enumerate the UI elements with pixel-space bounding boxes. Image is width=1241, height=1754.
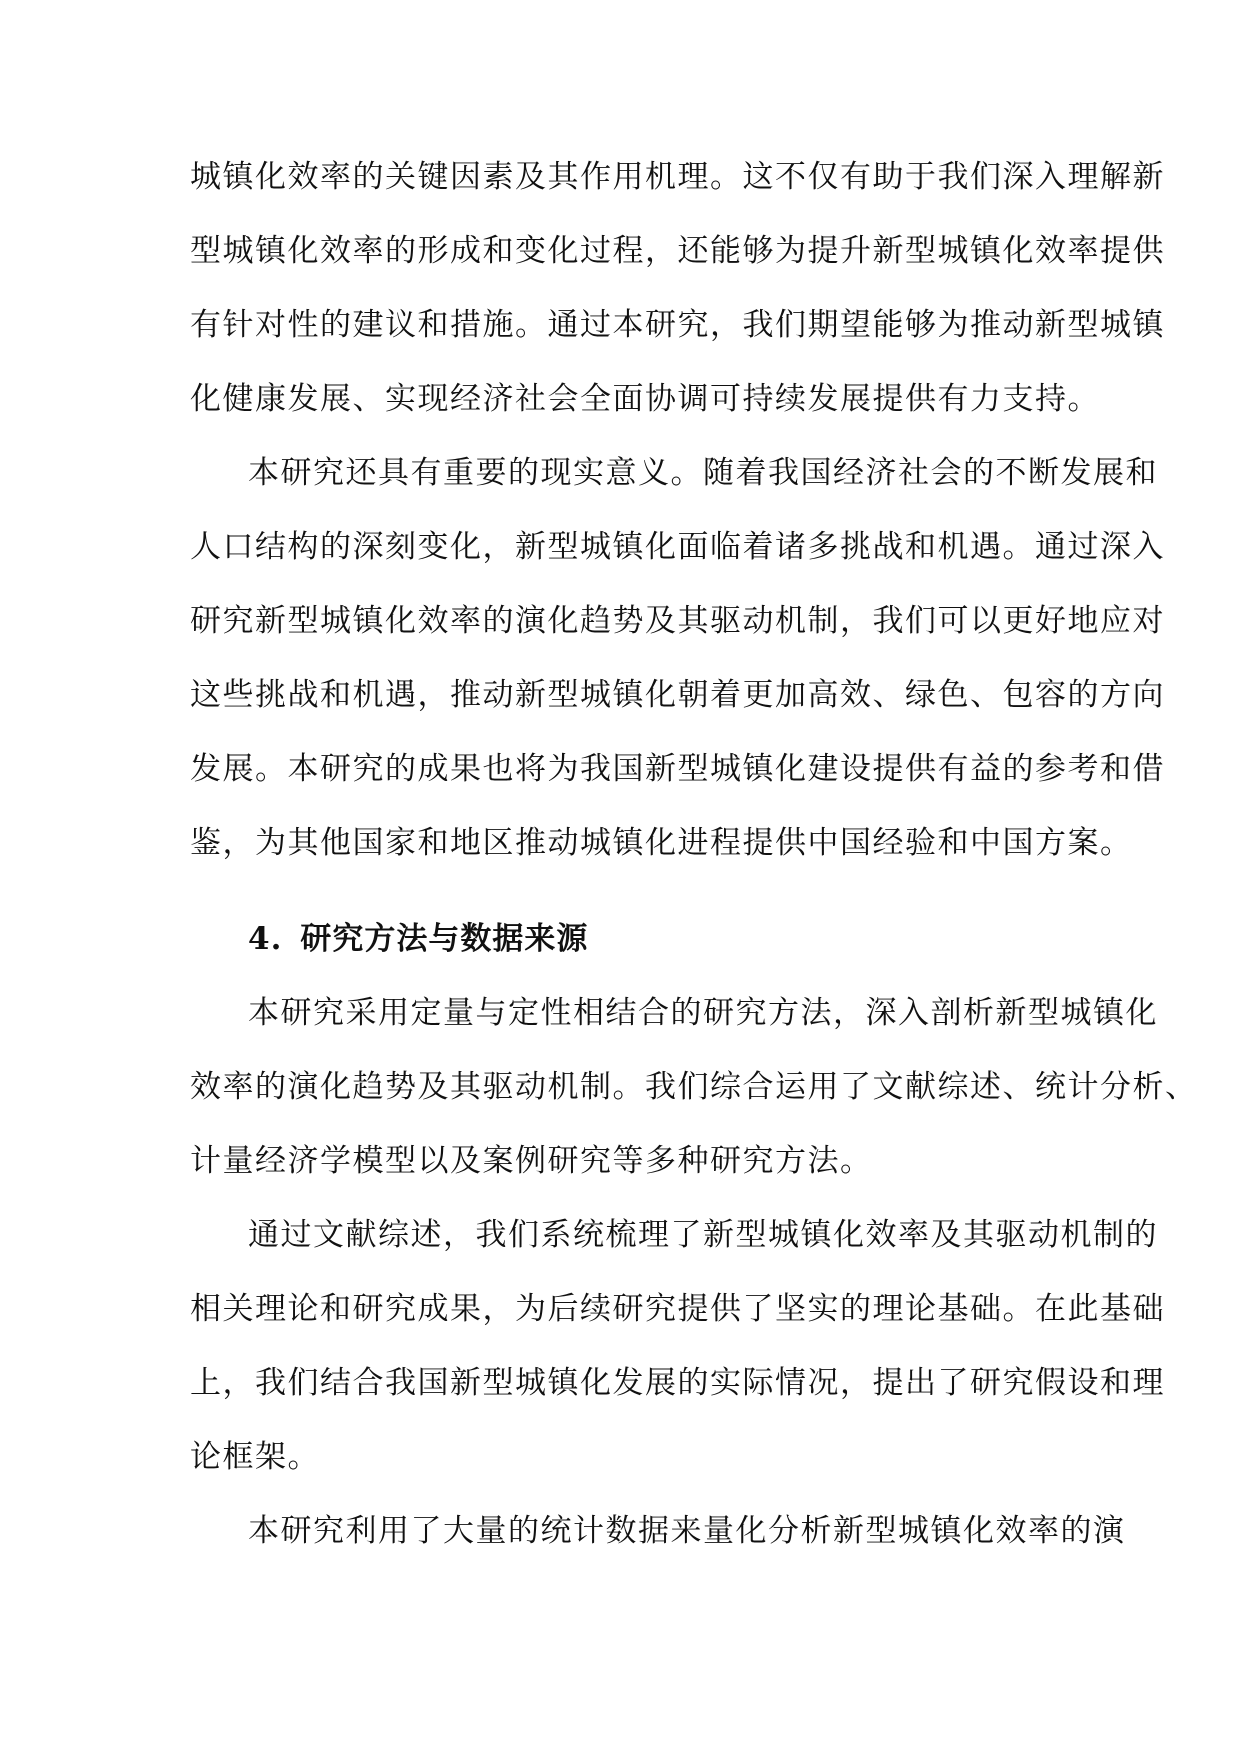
text-line: 相关理论和研究成果，为后续研究提供了坚实的理论基础。在此基础: [190, 1291, 1165, 1327]
text-line: 人口结构的深刻变化，新型城镇化面临着诸多挑战和机遇。通过深入: [190, 529, 1165, 565]
paragraph: [190, 1494, 1126, 1568]
paragraph: [190, 1198, 1165, 1494]
paragraph: [190, 976, 1198, 1198]
text-line: 发展。本研究的成果也将为我国新型城镇化建设提供有益的参考和借: [190, 751, 1165, 787]
text-line: 化健康发展、实现经济社会全面协调可持续发展提供有力支持。: [190, 381, 1100, 417]
text-line: 上，我们结合我国新型城镇化发展的实际情况，提出了研究假设和理: [190, 1365, 1165, 1401]
text-line: 论框架。: [190, 1439, 320, 1475]
text-line: 通过文献综述，我们系统梳理了新型城镇化效率及其驱动机制的: [248, 1217, 1158, 1253]
text-line: 型城镇化效率的形成和变化过程，还能够为提升新型城镇化效率提供: [190, 233, 1165, 269]
text-line: 鉴，为其他国家和地区推动城镇化进程提供中国经验和中国方案。: [190, 825, 1133, 861]
text-line: 本研究还具有重要的现实意义。随着我国经济社会的不断发展和: [248, 455, 1158, 491]
paragraph: [190, 436, 1165, 880]
paragraph: [190, 140, 1165, 436]
text-line: 计量经济学模型以及案例研究等多种研究方法。: [190, 1143, 873, 1179]
section-heading: [190, 902, 1060, 976]
document-body: [190, 140, 1198, 1568]
section-title: 研究方法与数据来源: [300, 921, 589, 957]
text-line: 有针对性的建议和措施。通过本研究，我们期望能够为推动新型城镇: [190, 307, 1165, 343]
text-line: 研究新型城镇化效率的演化趋势及其驱动机制，我们可以更好地应对: [190, 603, 1165, 639]
text-line: 城镇化效率的关键因素及其作用机理。这不仅有助于我们深入理解新: [190, 159, 1165, 195]
text-line: 效率的演化趋势及其驱动机制。我们综合运用了文献综述、统计分析、: [190, 1069, 1198, 1105]
section-number: 4.: [248, 921, 283, 957]
text-line: 这些挑战和机遇，推动新型城镇化朝着更加高效、绿色、包容的方向: [190, 677, 1165, 713]
text-line: 本研究采用定量与定性相结合的研究方法，深入剖析新型城镇化: [248, 995, 1158, 1031]
text-line: 本研究利用了大量的统计数据来量化分析新型城镇化效率的演: [248, 1513, 1126, 1549]
